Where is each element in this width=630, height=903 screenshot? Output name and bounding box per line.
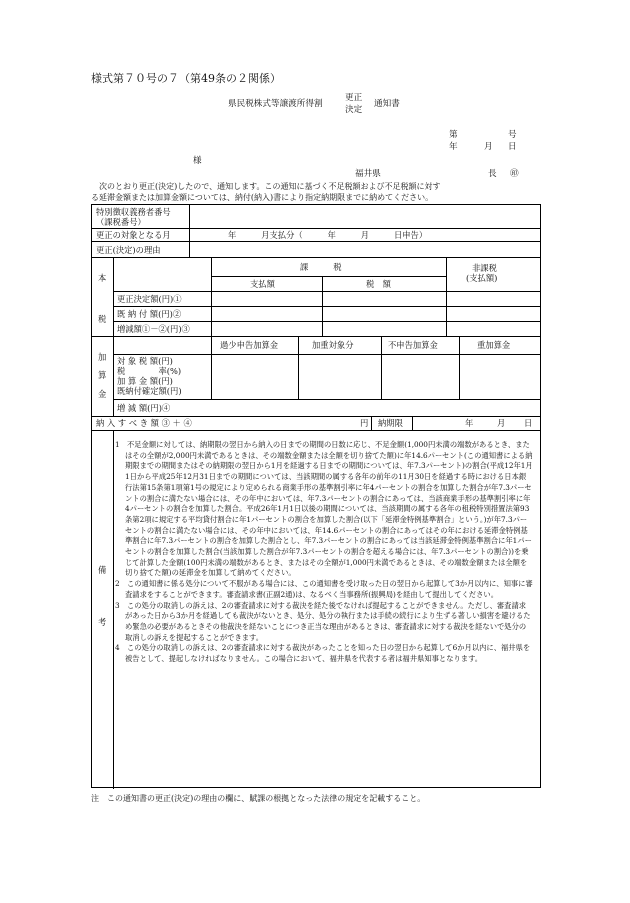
- intro-line-1: 次のとおり更正(決定)したので、通知します。この通知に基づく不足税額および不足税額に対す: [91, 182, 441, 191]
- add-target-tax: 対 象 税 額(円): [117, 356, 173, 366]
- number-suffix: 号: [508, 130, 517, 140]
- col-underreport: 過少申告加算金: [220, 340, 279, 350]
- note-2: 2 この通知書に係る処分について不服がある場合には、この通知書を受け取った日の翌日から起算して3か月以内に、知事に審査請求をすることができます。審査請求書(正副2通)は、なるべく当事務所(振興局)を経由して提出してください。: [115, 579, 533, 599]
- add-confirmed-paid: 既納付確定額(円): [117, 386, 182, 396]
- date-year: 年: [449, 142, 458, 152]
- payable-label: 納 入 す べ き 額 ③ ＋ ④: [96, 418, 192, 428]
- add-amount: 加 算 金 額(円): [117, 376, 173, 386]
- col-nonreport: 不申告加算金: [388, 340, 438, 350]
- deadline-day: 日: [524, 418, 533, 428]
- col-heavy-add: 重加算金: [477, 340, 511, 350]
- remarks-notes: [115, 440, 533, 665]
- target-month-label: 更正の対象となる月: [96, 230, 171, 240]
- date-day: 日: [508, 142, 517, 152]
- row-paid-amount: 既 納 付 額(円)②: [117, 309, 182, 319]
- tax-amount-header: 税 額: [366, 279, 391, 289]
- section-san: 算: [98, 370, 107, 380]
- addressee-suffix: 様: [193, 156, 202, 166]
- title-revise-top: 更正: [345, 93, 363, 103]
- nontaxable-sub-header: (支払額): [466, 273, 498, 283]
- col-add-target: 加重対象分: [312, 340, 354, 350]
- issuer-prefecture: 福井県: [355, 169, 381, 179]
- payment-amount-header: 支払額: [250, 279, 275, 289]
- note-4: 4 この処分の取消しの訴えは、2の審査請求に対する裁決があったことを知った日の翌日から起算して6か月以内に、福井県を被告として、提起しなければなりません。この場合において、福井県を代表する者は福井県知事となります。: [115, 643, 531, 664]
- section-ka: 加: [98, 352, 107, 362]
- title-revise-bottom: 決定: [345, 105, 363, 115]
- seal-mark: ㊞: [510, 169, 519, 179]
- title-notice: 通知書: [374, 99, 400, 109]
- remarks-label-2: 考: [98, 617, 107, 627]
- yen-unit: 円: [360, 418, 369, 428]
- date-month: 月: [484, 142, 493, 152]
- section-zei: 税: [98, 314, 107, 324]
- note-3: 3 この処分の取消しの訴えは、2の審査請求に対する裁決を経た後でなければ提起することができません。ただし、審査請求があった日から3か月を経過しても裁決がないとき、処分、処分の執行または手続の続行により生ずる著しい損害を避けるため緊急の必要があるときその他裁決を経ないことにつき正当な理由があるときは、審査請求に対する裁決を経ないで処分の取消しの訴えを提起することができます。: [115, 600, 531, 642]
- nontaxable-header: 非課税: [472, 263, 497, 273]
- document-title: 県民税株式等譲渡所得割: [228, 99, 323, 109]
- deadline-label: 納期限: [378, 418, 403, 428]
- reason-label: 更正(決定)の理由: [96, 245, 161, 255]
- section-hon: 本: [98, 273, 107, 283]
- note-1: 1 不足金額に対しては、納期限の翌日から納入の日までの期間の日数に応じ、不足金額(1,000円未満の端数があるとき、またはその全額が2,000円未満であるときは、その端数金額または全額を切り捨てた額)に年14.6パーセント(この通知書による納期限までの期間またはその納期限の翌日から1月を経過する日までの期間については、年7.3パーセント)の割合(平成12年1月1日から平成25年12月31日までの期間については、当該期間の属する各年の前年の11月30日を経過する時における日本銀行法第15条第1項第1号の規定により定められる商業手形の基準割引率に年4パーセントの割合を加算した割合が年7.3パーセントの割合に満たない場合には、その年中においては、年7.3パーセントの割合にあっては、当該商業手形の基準割引率に年4パーセントの割合を加算した割合。平成26年1月1日以後の期間については、当該期間の属する各年の租税特別措置法第93条第2項に規定する平均貸付割合に年1パーセントの割合を加算した割合(以下「延滞金特例基準割合」という。)が年7.3パーセントの割合に満たない場合には、その年中においては、年14.6パーセントの割合にあってはその年における延滞金特例基準割合に年7.3パーセントの割合を加算した割合とし、年7.3パーセントの割合にあっては当該延滞金特例基準割合に年1パーセントの割合を加算した割合(当該加算した割合が年7.3パーセントの割合を超える場合には、年7.3パーセントの割合))を乗じて計算した金額(100円未満の端数があるとき、またはその全額が1,000円未満であるときは、その端数金額または全額を切り捨てた額)の延滞金を加算して納めてください。: [115, 440, 533, 578]
- withholder-number-sub: （課税番号）: [96, 217, 146, 227]
- target-month-value: 年 月支払分（ 年 月 日申告）: [228, 230, 428, 240]
- form-number: 様式第７０号の７（第49条の２関係）: [91, 72, 281, 85]
- footer-note: 注 この通知書の更正(決定)の理由の欄に、賦課の根拠となった法律の規定を記載すること。: [91, 794, 426, 803]
- row-difference: 増減額①－②(円)③: [117, 324, 190, 334]
- section-kin: 金: [98, 389, 107, 399]
- add-change-amount: 増 減 額(円)④: [117, 403, 171, 413]
- add-tax-rate: 税 率(%): [117, 366, 182, 376]
- issuer-title: 長: [488, 169, 497, 179]
- remarks-label-1: 備: [98, 565, 107, 575]
- intro-line-2: る延滞金額または加算金額については、納付(納入)書により指定納期限までに納めてください。: [91, 193, 434, 202]
- deadline-year: 年: [465, 418, 474, 428]
- withholder-number-label: 特別徴収義務者番号: [96, 207, 171, 217]
- deadline-month: 月: [497, 418, 506, 428]
- kazei-header: 課 税: [300, 262, 342, 272]
- row-revised-amount: 更正決定額(円)①: [117, 294, 182, 304]
- number-prefix: 第: [449, 130, 458, 140]
